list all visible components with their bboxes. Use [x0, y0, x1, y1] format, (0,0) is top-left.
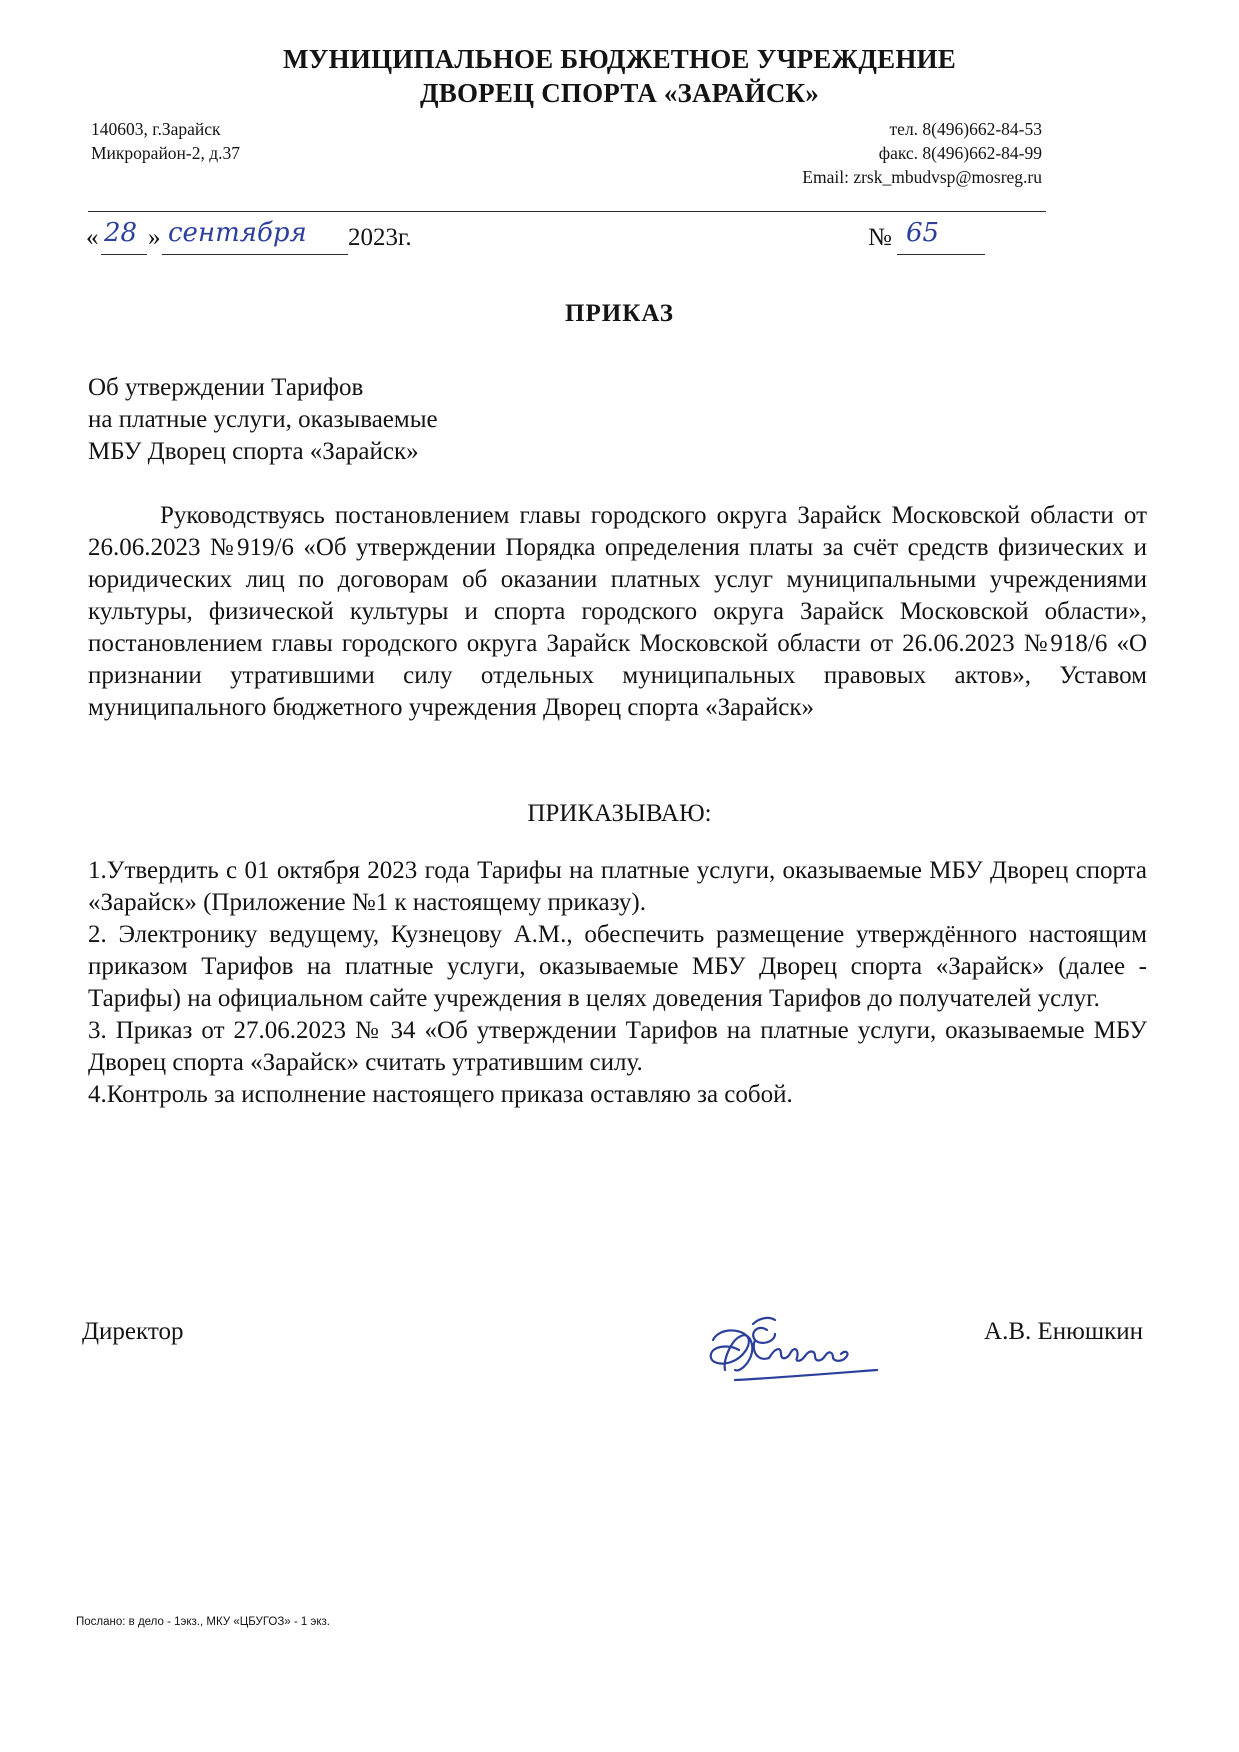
subject-line2: на платные услуги, оказываемые	[88, 406, 438, 433]
order-item-2: 2. Электронику ведущему, Кузнецову А.М., обеспечить размещение утверждённого настоящим приказом Тарифов на платные услуги, оказываемые МБУ Дворец спорта «Зарайск» (далее - Тарифы) на официальном сайте учреждения в целях доведения Тарифов до получателей услуг.	[88, 921, 1147, 1012]
order-item-1: 1.Утвердить с 01 октября 2023 года Тарифы на платные услуги, оказываемые МБУ Дворец спорта «Зарайск» (Приложение №1 к настоящему приказу).	[88, 857, 1147, 916]
signer-name: А.В. Енюшкин	[984, 1318, 1143, 1345]
order-items	[88, 855, 1147, 1111]
organization-name-line1: МУНИЦИПАЛЬНОЕ БЮДЖЕТНОЕ УЧРЕЖДЕНИЕ	[282, 44, 957, 74]
number-underline	[897, 254, 985, 255]
date-day-handwritten: 28	[104, 218, 138, 248]
date-close-quote: »	[148, 224, 161, 251]
address-city: 140603, г.Зарайск	[91, 119, 221, 139]
order-item-3: 3. Приказ от 27.06.2023 № 34 «Об утверждении Тарифов на платные услуги, оказываемые МБУ Дворец спорта «Зарайск» считать утратившим силу.	[88, 1017, 1147, 1076]
month-underline	[162, 254, 348, 255]
basis-paragraph: Руководствуясь постановлением главы городского округа Зарайск Московской области от 26.06.2023 №919/6 «Об утверждении Порядка определения платы за счёт средств физических и юридических лиц по договорам об оказании платных услуг муниципальными учреждениями культуры, физической культуры и спорта городского округа Зарайск Московской области», постановлением главы городского округа Зарайск Московской области от 26.06.2023 №918/6 «О признании утратившими силу отдельных муниципальных правовых актов», Уставом муниципального бюджетного учреждения Дворец спорта «Зарайск»	[88, 502, 1147, 721]
order-item-4: 4.Контроль за исполнение настоящего приказа оставляю за собой.	[88, 1081, 793, 1108]
distribution-note: Послано: в дело - 1экз., МКУ «ЦБУГОЗ» - 1 экз.	[76, 1616, 330, 1628]
address-street: Микрорайон-2, д.37	[91, 143, 241, 163]
organization-name-line2: ДВОРЕЦ СПОРТА «ЗАРАЙСК»	[419, 78, 820, 108]
order-number-label: №	[868, 224, 892, 251]
order-directive: ПРИКАЗЫВАЮ:	[527, 800, 712, 827]
date-open-quote: «	[86, 224, 99, 251]
handwritten-signature	[695, 1300, 895, 1400]
day-underline	[101, 254, 147, 255]
email-address: Email: zrsk_mbudvsp@mosreg.ru	[802, 167, 1042, 187]
header-divider	[88, 211, 1046, 212]
fax-number: факс. 8(496)662-84-99	[878, 143, 1042, 163]
date-month-handwritten: сентября	[168, 218, 307, 248]
date-year: 2023г.	[348, 224, 412, 251]
phone-number: тел. 8(496)662-84-53	[889, 119, 1042, 139]
document-title: ПРИКАЗ	[565, 300, 674, 327]
order-number-handwritten: 65	[906, 218, 940, 248]
subject-line1: Об утверждении Тарифов	[88, 374, 364, 401]
subject-line3: МБУ Дворец спорта «Зарайск»	[88, 438, 419, 465]
signer-position: Директор	[82, 1318, 184, 1345]
